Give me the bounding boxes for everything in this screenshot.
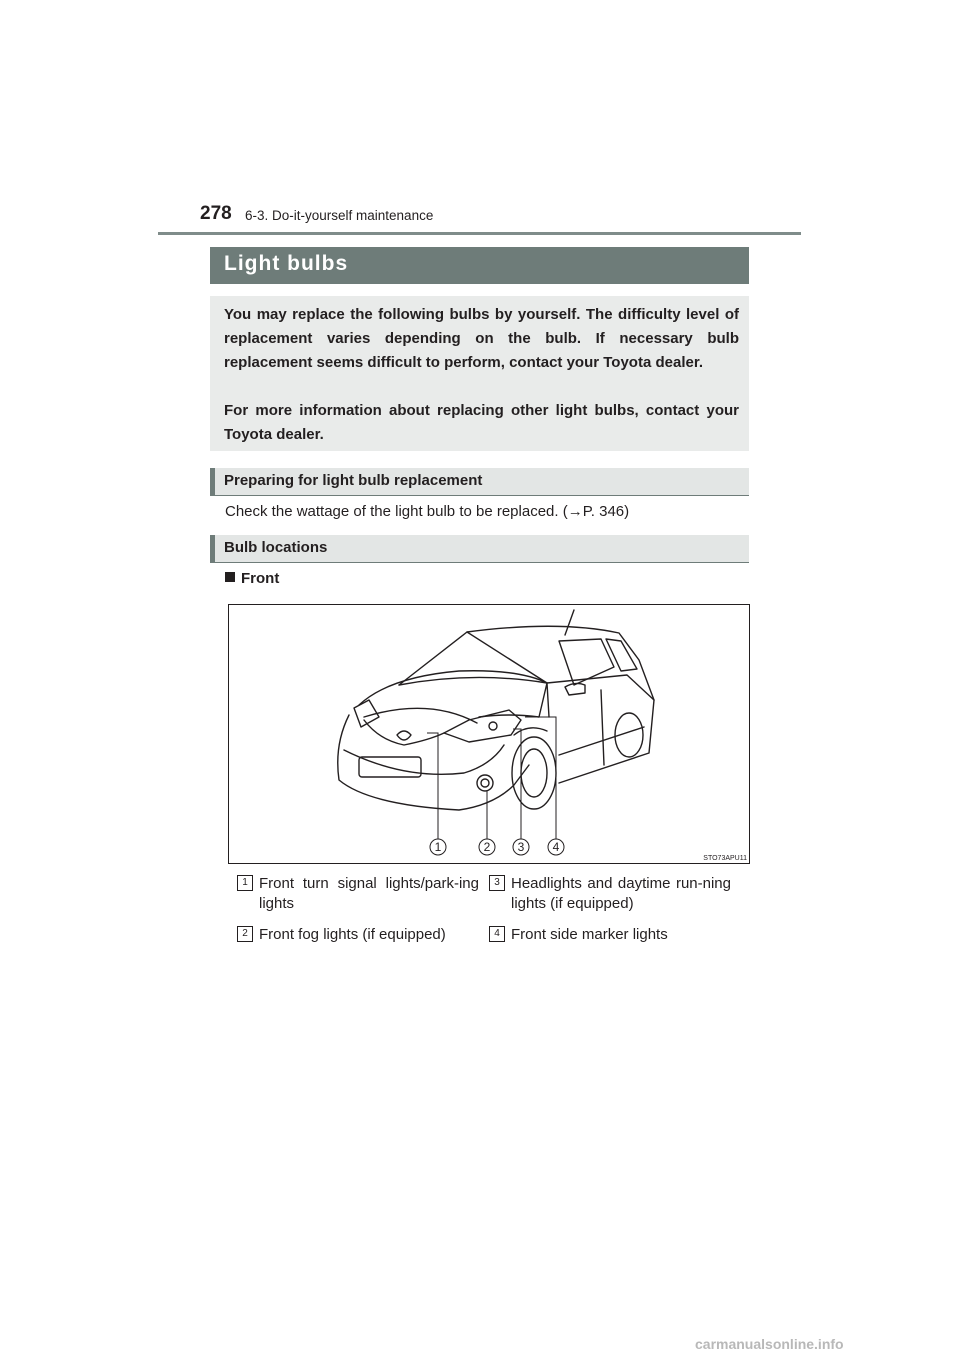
callout-1: 1 bbox=[434, 840, 442, 854]
subheading-label: Front bbox=[241, 570, 280, 587]
legend-text: Front fog lights (if equipped) bbox=[259, 926, 446, 943]
headlight-lens bbox=[489, 722, 497, 730]
header-rule bbox=[158, 232, 801, 235]
square-bullet-icon bbox=[225, 572, 235, 582]
section-heading-locations bbox=[210, 535, 749, 563]
figure-code: STO73APU11 bbox=[703, 855, 747, 862]
legend-number: 3 bbox=[489, 875, 505, 891]
front-door-window bbox=[559, 639, 614, 685]
section-heading-preparing bbox=[210, 468, 749, 496]
legend-text: Front side marker lights bbox=[511, 926, 668, 943]
callout-4: 4 bbox=[552, 840, 560, 854]
running-header: 6-3. Do-it-yourself maintenance bbox=[245, 208, 434, 223]
rear-door-window bbox=[606, 639, 637, 671]
grille-mid bbox=[344, 745, 504, 774]
preparing-text: Check the wattage of the light bulb to be replaced. (→P. 346) bbox=[225, 503, 630, 520]
windshield-pillar bbox=[467, 632, 549, 717]
leader-4 bbox=[525, 717, 556, 839]
intro-box bbox=[210, 296, 749, 451]
page-title: Light bulbs bbox=[224, 252, 349, 275]
hood-crease bbox=[364, 708, 477, 723]
door-line bbox=[601, 690, 604, 765]
section-heading-label: Bulb locations bbox=[224, 539, 328, 556]
roof-outline bbox=[399, 626, 654, 700]
front-bumper-outline bbox=[338, 715, 529, 810]
legend-number: 1 bbox=[237, 875, 253, 891]
section-heading-bar bbox=[210, 535, 215, 562]
front-wheel bbox=[512, 737, 556, 809]
side-crease bbox=[559, 727, 644, 755]
front-wheel-inner bbox=[521, 749, 547, 797]
windshield-base bbox=[399, 677, 547, 685]
car-drawing bbox=[229, 605, 749, 863]
car-front-illustration bbox=[228, 604, 750, 864]
leader-1 bbox=[427, 733, 438, 839]
title-bar bbox=[210, 247, 749, 284]
section-heading-label: Preparing for light bulb replacement bbox=[224, 472, 483, 489]
legend-number: 4 bbox=[489, 926, 505, 942]
callout-2: 2 bbox=[483, 840, 491, 854]
intro-paragraph-1: You may replace the following bulbs by yourself. The difficulty level of replacement varies depending on the bulb. If necessary bulb replacement seems difficult to perform, contact your Toyota dealer. bbox=[224, 306, 739, 371]
legend-text: Headlights and daytime run-ning lights (if equipped) bbox=[511, 875, 731, 912]
page-number: 278 bbox=[200, 203, 232, 224]
fog-light-inner bbox=[481, 779, 489, 787]
legend-number: 2 bbox=[237, 926, 253, 942]
intro-paragraph-2: For more information about replacing other light bulbs, contact your Toyota dealer. bbox=[224, 402, 739, 443]
section-heading-bar bbox=[210, 468, 215, 495]
callout-3: 3 bbox=[517, 840, 525, 854]
subheading-front bbox=[225, 570, 279, 587]
fog-light bbox=[477, 775, 493, 791]
antenna-line bbox=[565, 610, 574, 635]
legend-text: Front turn signal lights/park-ing lights bbox=[259, 875, 479, 912]
emblem bbox=[397, 731, 411, 740]
watermark: carmanualsonline.info bbox=[695, 1336, 844, 1352]
